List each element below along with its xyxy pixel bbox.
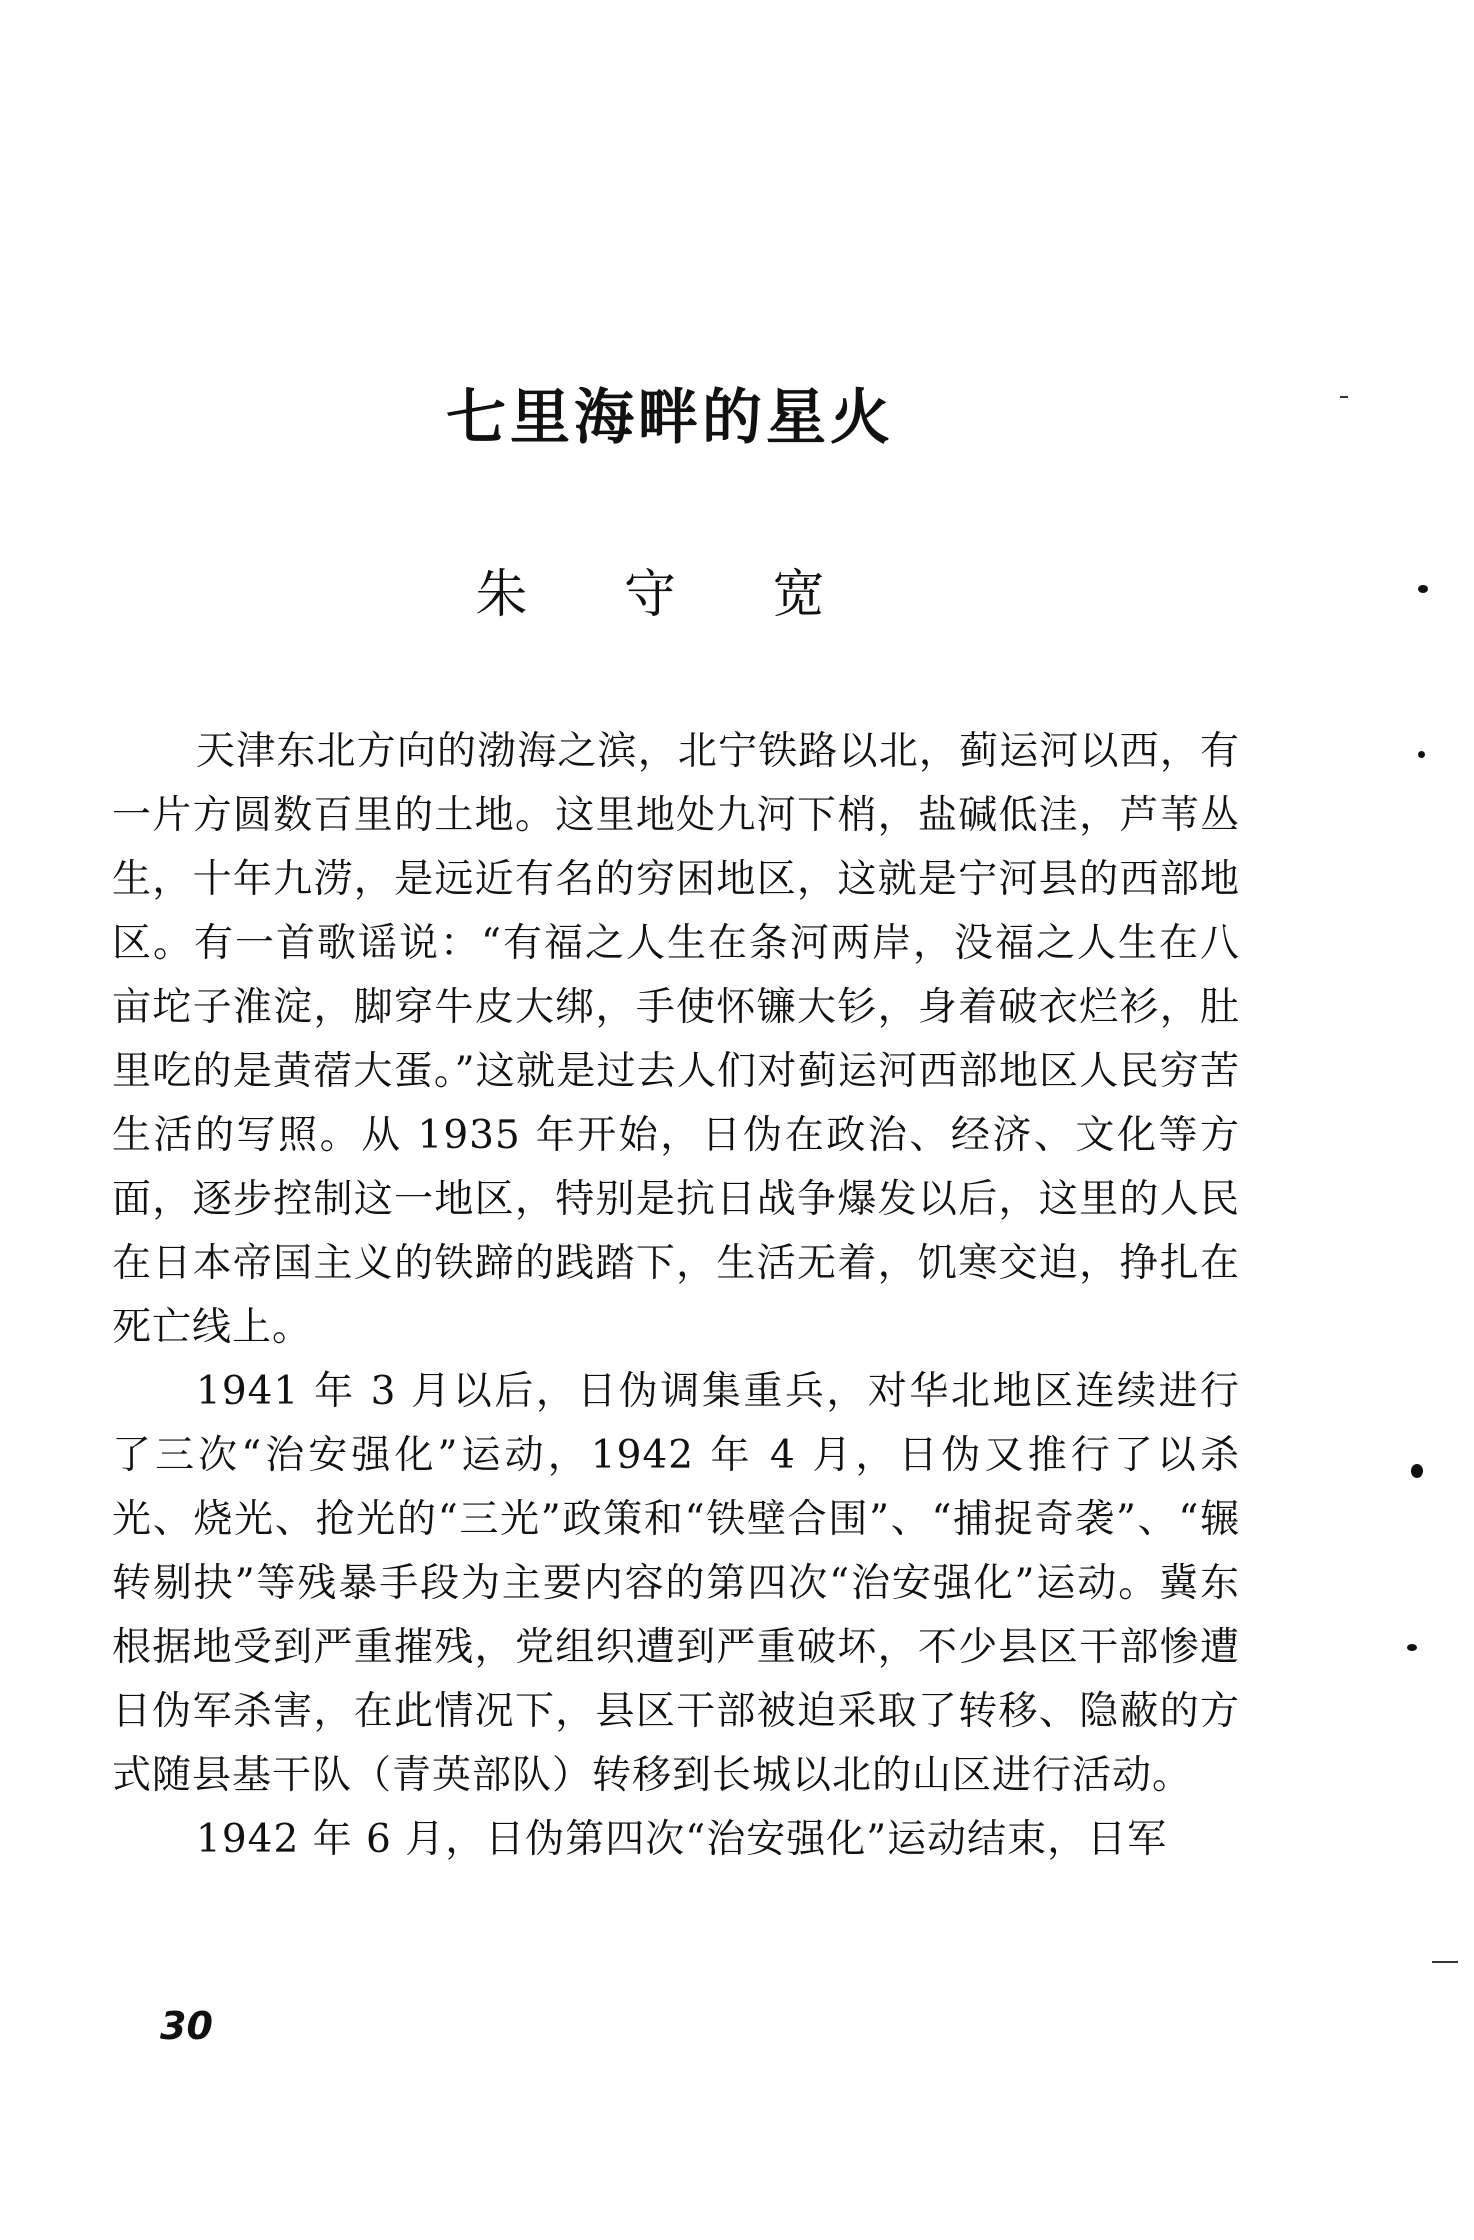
scan-speck <box>1418 585 1428 593</box>
scan-mark <box>1340 396 1348 398</box>
paragraph-1: 天津东北方向的渤海之滨，北宁铁路以北，蓟运河以西，有一片方圆数百里的土地。这里地处九河下梢，盐碱低洼，芦苇丛生，十年九涝，是远近有名的穷困地区，这就是宁河县的西部地区。有一首歌谣说：“有福之人生在条河两岸，没福之人生在八亩坨子淮淀，脚穿牛皮大绑，手使怀镰大钐，身着破衣烂衫，肚里吃的是黄蓿大蛋。”这就是过去人们对蓟运河西部地区人民穷苦生活的写照。从 1935 年开始，日伪在政治、经济、文化等方面，逐步控制这一地区，特别是抗日战争爆发以后，这里的人民在日本帝国主义的铁蹄的践踏下，生活无着，饥寒交迫，挣扎在死亡线上。 <box>112 729 1240 1350</box>
page-number: 30 <box>160 2004 213 2048</box>
article-body <box>112 720 1240 1872</box>
scan-speck <box>1418 751 1425 758</box>
scan-mark <box>1432 1961 1458 1963</box>
scan-speck <box>1411 1464 1423 1478</box>
paragraph-3: 1942 年 6 月，日伪第四次“治安强化”运动结束，日军 <box>196 1817 1168 1862</box>
article-title: 七里海畔的星火 <box>446 383 894 453</box>
article-author: 朱 守 宽 <box>475 565 865 625</box>
scan-speck <box>1407 1644 1417 1651</box>
paragraph-2: 1941 年 3 月以后，日伪调集重兵，对华北地区连续进行了三次“治安强化”运动，1942 年 4 月，日伪又推行了以杀光、烧光、抢光的“三光”政策和“铁壁合围”、“捕捉奇袭”、“辗转剔抉”等残暴手段为主要内容的第四次“治安强化”运动。冀东根据地受到严重摧残，党组织遭到严重破坏，不少县区干部惨遭日伪军杀害，在此情况下，县区干部被迫采取了转移、隐蔽的方式随县基干队（青英部队）转移到长城以北的山区进行活动。 <box>112 1369 1240 1798</box>
